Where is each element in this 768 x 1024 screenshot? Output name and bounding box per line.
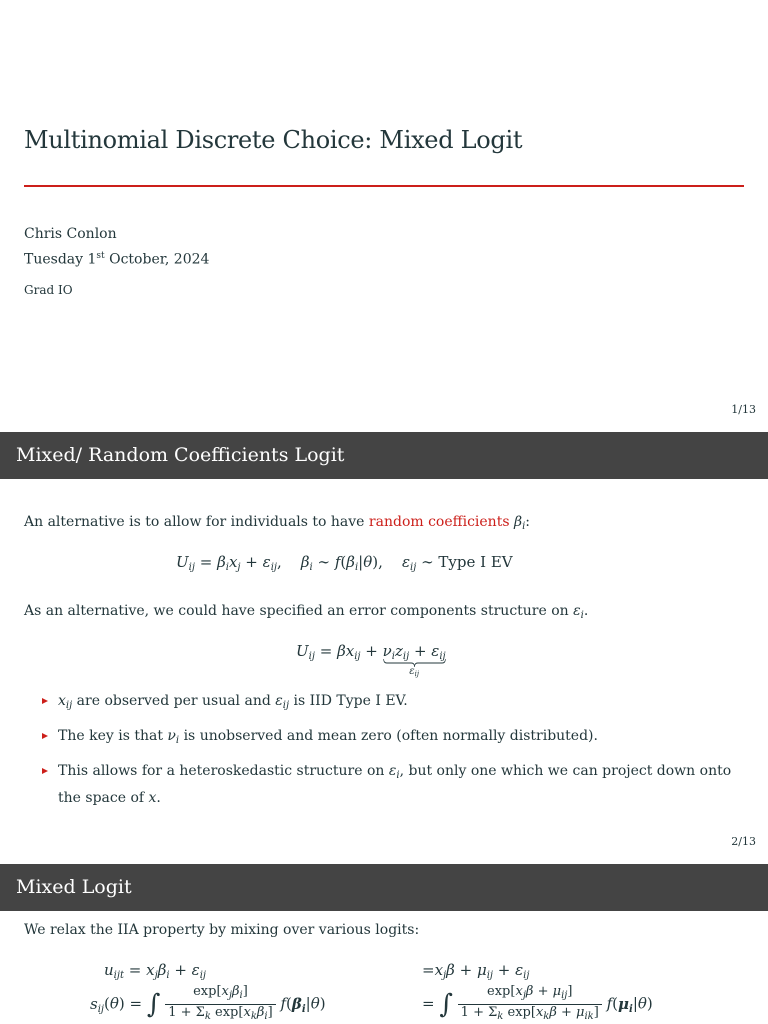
intro-text: We relax the IIA property by mixing over various logits: [24, 922, 420, 938]
title-slide [0, 0, 768, 432]
share-equation-right: = ∫ $\frac{\exp[x_j\beta + \mu_{ij}]}{1 + \Sigma_k \exp[x_k\beta + \mu_{ik}]}$ $f(\mu_i|\theta)$ [422, 984, 653, 1022]
mixed-logit-slide [0, 864, 768, 1024]
presentation-date: Tuesday 1st October, 2024 [24, 251, 210, 268]
share-equation-left: $s_{ij}(\theta)$ = ∫ $\frac{\exp[x_j\beta_i]}{1 + \Sigma_k \exp[x_k\beta_i]}$ $f(\beta_i|\theta)$ [90, 984, 326, 1022]
utility-equation-right: $=x_j\beta + \mu_{ij} + \varepsilon_{ij}$ [422, 961, 530, 981]
page-number: 2/13 [731, 835, 756, 848]
random-coefficients-highlight: random coefficients [368, 514, 510, 530]
frame-title: Mixed/ Random Coefficients Logit [0, 432, 768, 479]
list-item: $x_{ij}$ are observed per usual and $\varepsilon_{ij}$ is IID Type I EV. [42, 690, 742, 717]
list-item: This allows for a heteroskedastic structure on $\varepsilon_i$, but only one which we can project down onto the space of x. [42, 760, 742, 810]
utility-equation-left: $u_{ijt} = x_j\beta_i + \varepsilon_{ij}$ [104, 961, 207, 981]
intro-text: An alternative is to allow for individuals to have random coefficients $\beta_i$: [24, 514, 530, 532]
list-item: The key is that $\nu_i$ is unobserved and mean zero (often normally distributed). [42, 725, 742, 752]
utility-equation-2: $U_{ij} = \beta x_{ij} + \nu_iz_{ij} + \varepsilon_{ij}$ $\varepsilon_{ij}$ [296, 642, 446, 678]
error-components-text: As an alternative, we could have specified an error components structure on $\varepsilon_i$. [24, 603, 589, 621]
utility-equation-1: $U_{ij} = \beta_ix_j + \varepsilon_{ij}$, $\beta_i$ ∼ $f(\beta_i|\theta)$, $\varepsilon_{ij}$ ∼ Type I EV [176, 553, 513, 573]
bullet-triangle-icon [42, 768, 48, 774]
bullet-triangle-icon [42, 733, 48, 739]
frame-title: Mixed Logit [0, 864, 768, 911]
bullet-list [42, 690, 742, 818]
page-number: 1/13 [731, 403, 756, 416]
title-divider [24, 185, 744, 187]
institute: Grad IO [24, 283, 73, 297]
random-coefficients-slide [0, 432, 768, 864]
presentation-title: Multinomial Discrete Choice: Mixed Logit [24, 126, 523, 154]
bullet-triangle-icon [42, 698, 48, 704]
underbrace-group: $\nu_iz_{ij} + \varepsilon_{ij}$ $\varepsilon_{ij}$ [382, 642, 446, 678]
author-name: Chris Conlon [24, 226, 117, 242]
